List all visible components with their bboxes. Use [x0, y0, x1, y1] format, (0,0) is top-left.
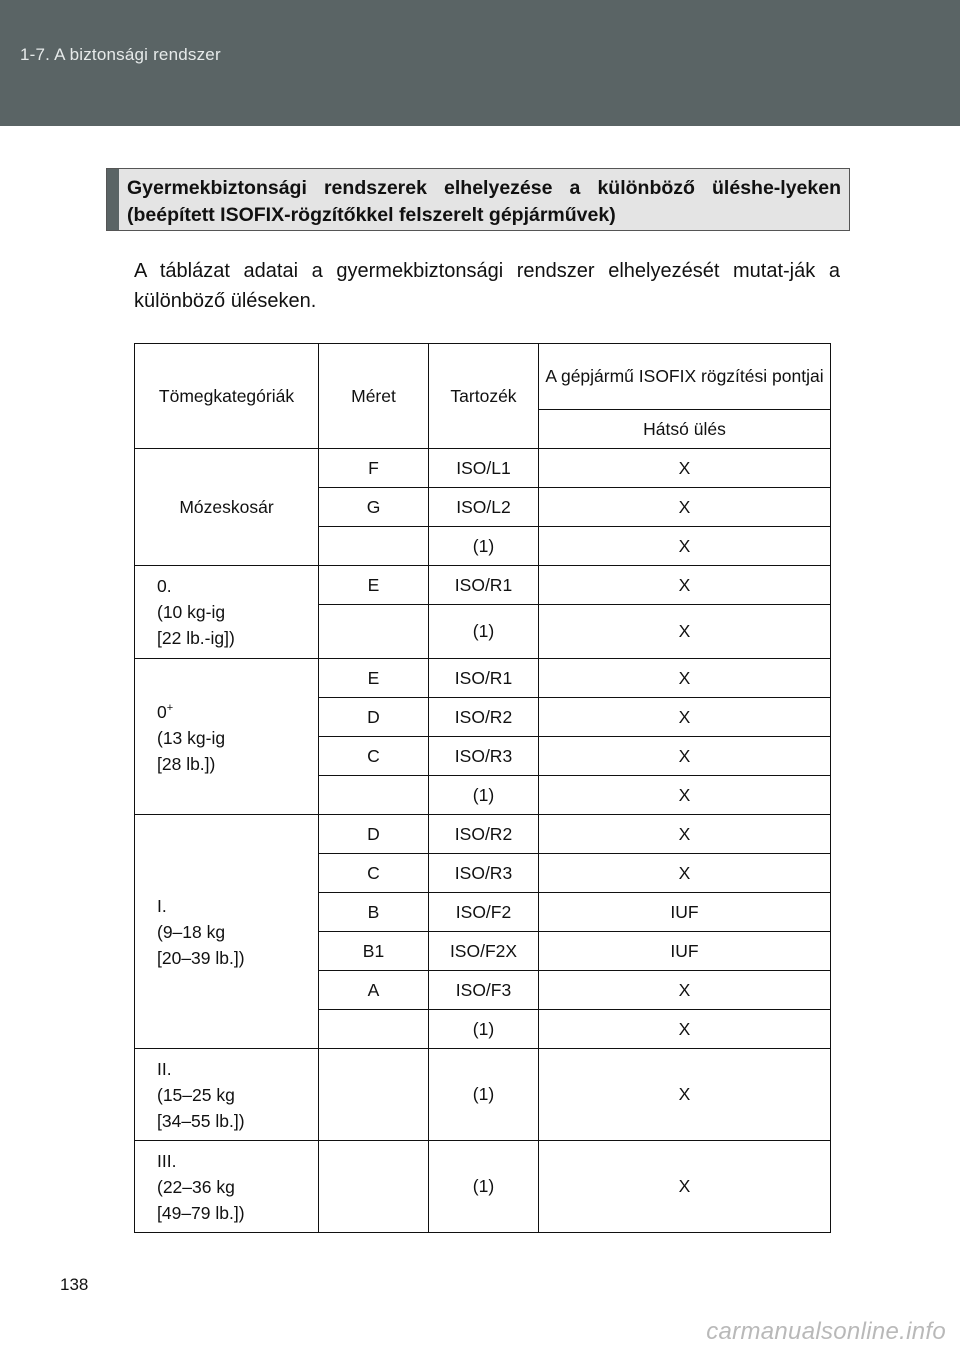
mass-category-cell: [135, 566, 319, 659]
table-row: [135, 1141, 831, 1233]
fixture-cell: ISO/R1: [429, 566, 539, 605]
size-cell: [319, 1049, 429, 1141]
table-row: [135, 815, 831, 854]
rear-seat-cell: X: [539, 815, 831, 854]
isofix-table: [134, 343, 831, 1233]
intro-paragraph: A táblázat adatai a gyermekbiztonsági rendszer elhelyezését mutat-ják a különböző üléseken.: [134, 260, 840, 312]
size-cell: D: [319, 815, 429, 854]
header-bar: [0, 0, 960, 126]
section-label: 1-7. A biztonsági rendszer: [20, 45, 221, 64]
mass-category-line: 0.: [157, 576, 172, 596]
size-cell: B1: [319, 932, 429, 971]
header-rear-seat: Hátsó ülés: [539, 410, 831, 449]
rear-seat-cell: X: [539, 854, 831, 893]
fixture-cell: (1): [429, 605, 539, 659]
mass-category-cell: [135, 1049, 319, 1141]
mass-category-cell: [135, 449, 319, 566]
table-row: [135, 566, 831, 605]
rear-seat-cell: X: [539, 566, 831, 605]
size-cell: C: [319, 737, 429, 776]
rear-seat-cell: X: [539, 449, 831, 488]
watermark: carmanualsonline.info: [706, 1318, 946, 1345]
fixture-cell: (1): [429, 776, 539, 815]
mass-category-line: (9–18 kg: [157, 921, 226, 942]
rear-seat-cell: X: [539, 605, 831, 659]
size-cell: E: [319, 566, 429, 605]
header-mass-category: Tömegkategóriák: [135, 344, 319, 449]
size-cell: [319, 605, 429, 659]
rear-seat-cell: X: [539, 1141, 831, 1233]
mass-category-line: (15–25 kg: [157, 1084, 235, 1105]
size-cell: E: [319, 659, 429, 698]
fixture-cell: ISO/F2X: [429, 932, 539, 971]
size-cell: F: [319, 449, 429, 488]
header-fixture: Tartozék: [429, 344, 539, 449]
fixture-cell: ISO/R3: [429, 854, 539, 893]
mass-category-line: III.: [157, 1150, 177, 1171]
mass-category-cell: [135, 815, 319, 1049]
fixture-cell: ISO/R3: [429, 737, 539, 776]
size-cell: B: [319, 893, 429, 932]
header-isofix-anchor: A gépjármű ISOFIX rögzítési pontjai: [539, 344, 831, 410]
fixture-cell: ISO/L2: [429, 488, 539, 527]
fixture-cell: (1): [429, 1049, 539, 1141]
size-cell: C: [319, 854, 429, 893]
mass-category-line: (22–36 kg: [157, 1176, 235, 1197]
mass-category-line: Mózeskosár: [179, 497, 274, 517]
mass-category-line: (13 kg-ig: [157, 728, 226, 749]
section-title: Gyermekbiztonsági rendszerek elhelyezése a különböző üléshe-lyeken (beépített ISOFIX-rögzítőkkel felszerelt gépjárművek): [127, 177, 841, 226]
mass-category-line: [28 lb.]): [157, 754, 216, 775]
size-cell: D: [319, 698, 429, 737]
mass-category-line: 0+: [157, 702, 174, 723]
size-cell: [319, 1141, 429, 1233]
section-title-box: [106, 168, 850, 231]
fixture-cell: ISO/R1: [429, 659, 539, 698]
mass-category-line: (10 kg-ig: [157, 602, 226, 622]
table-row: [135, 659, 831, 698]
rear-seat-cell: X: [539, 659, 831, 698]
page-number: 138: [60, 1275, 89, 1294]
table-row: [135, 449, 831, 488]
size-cell: [319, 1010, 429, 1049]
size-cell: [319, 527, 429, 566]
fixture-cell: (1): [429, 527, 539, 566]
rear-seat-cell: X: [539, 971, 831, 1010]
mass-category-line: [34–55 lb.]): [157, 1110, 245, 1131]
rear-seat-cell: X: [539, 1049, 831, 1141]
mass-category-line: [20–39 lb.]): [157, 947, 245, 968]
rear-seat-cell: X: [539, 737, 831, 776]
mass-category-line: II.: [157, 1058, 172, 1079]
rear-seat-cell: X: [539, 698, 831, 737]
mass-category-line: [49–79 lb.]): [157, 1202, 245, 1223]
title-accent-bar: [107, 169, 119, 230]
fixture-cell: ISO/F3: [429, 971, 539, 1010]
rear-seat-cell: X: [539, 527, 831, 566]
rear-seat-cell: IUF: [539, 893, 831, 932]
fixture-cell: (1): [429, 1010, 539, 1049]
table-row: [135, 1049, 831, 1141]
rear-seat-cell: X: [539, 1010, 831, 1049]
size-cell: [319, 776, 429, 815]
size-cell: A: [319, 971, 429, 1010]
header-size: Méret: [319, 344, 429, 449]
size-cell: G: [319, 488, 429, 527]
mass-category-line: [22 lb.-ig]): [157, 628, 235, 648]
mass-category-line: I.: [157, 895, 167, 916]
fixture-cell: ISO/R2: [429, 815, 539, 854]
fixture-cell: ISO/F2: [429, 893, 539, 932]
fixture-cell: (1): [429, 1141, 539, 1233]
rear-seat-cell: X: [539, 776, 831, 815]
rear-seat-cell: IUF: [539, 932, 831, 971]
fixture-cell: ISO/L1: [429, 449, 539, 488]
mass-category-cell: [135, 1141, 319, 1233]
mass-category-cell: [135, 659, 319, 815]
fixture-cell: ISO/R2: [429, 698, 539, 737]
rear-seat-cell: X: [539, 488, 831, 527]
